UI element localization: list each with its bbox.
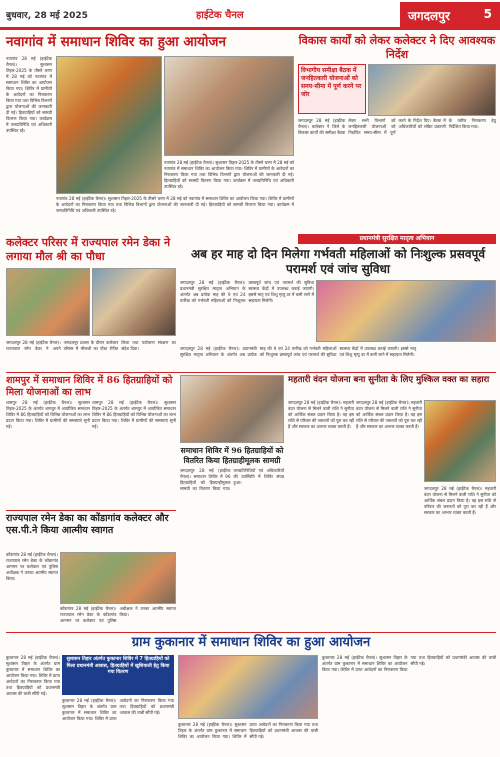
story8-headline: राज्यपाल रमेन डेका का कोंडागांव कलेक्टर और एस.पी.ने किया आत्मीय स्वागत	[6, 513, 169, 536]
story6-photo	[180, 375, 284, 443]
story3-body: जगदलपुर 28 मई (हाईटेक चैनल)। प्रधानमंत्री सुरक्षित मातृत्व अभियान के अंतर्गत अब प्रत्येक माह की 9 एवं 24 तारीख को गर्भवती महिलाओं को निःशुल्क प्रसवपूर्व जांच एवं परामर्श की सुविधा स्वास्थ्य केंद्रों में उपलब्ध कराई जाएगी। इससे मातृ एवं शिशु मृत्यु दर में कमी लाने में सहायता मिलेगी।	[180, 280, 314, 303]
story8-photo	[60, 552, 176, 604]
story2-photo	[368, 64, 496, 116]
section-divider-left	[6, 510, 176, 511]
story1-body: नवागांव 28 मई (हाईटेक चैनल)। सुशासन तिहार-2025 के तीसरे चरण में 28 मई को नवागांव में समाधान शिविर का आयोजन किया गया। शिविर में ग्रामीणों के आवेदनों का निराकरण किया गया तथा विभिन्न विभागों द्वारा योजनाओं की जानकारी दी गई। हितग्राहियों को सामग्री वितरण किया गया। कार्यक्रम में जनप्रतिनिधि एवं अधिकारी उपस्थित रहे।	[6, 56, 52, 133]
story2-highlight-box: विभागीय समीक्षा बैठक में जनहितकारी योजनाओं को समय-सीमा में पूर्ण करने पर जोर	[298, 64, 366, 114]
story4-photo-1	[6, 268, 90, 336]
section-divider	[6, 372, 496, 373]
header-page-number: 5	[483, 7, 492, 21]
story1-photo-side	[164, 56, 294, 156]
story7-body-cont: जगदलपुर 28 मई (हाईटेक चैनल)। महतारी वंदन योजना से मिलने वाली राशि ने सुनीता को आर्थिक संबल प्रदान किया है। वह इस राशि से परिवार की जरूरतों को पूरा कर रही हैं और सरकार का आभार व्यक्त करती हैं।	[356, 400, 422, 429]
story2-headline: विकास कार्यों को लेकर कलेक्टर ने दिए आवश्यक निर्देश	[298, 34, 496, 61]
story9-body-under: कुकानार 28 मई (हाईटेक चैनल)। सुशासन तिहार के अंतर्गत ग्राम कुकानार में समाधान शिविर का आयोजन किया गया। शिविर में प्राप्त आवेदनों का निराकरण किया गया तथा हितग्राहियों को प्रधानमंत्री आवास की चाबी सौंपी गई।	[178, 722, 318, 739]
story8-body: कोंडागांव 28 मई (हाईटेक चैनल)। राज्यपाल रमेन डेका के कोंडागांव आगमन पर कलेक्टर एवं पुलिस अधीक्षक ने उनका आत्मीय स्वागत किया।	[6, 552, 58, 581]
story6-body: जगदलपुर 28 मई (हाईटेक चैनल)। समाधान शिविर में 96 हितग्राहियों को हितग्राहीमूलक सामग्री का वितरण किया गया। जनप्रतिनिधियों एवं अधिकारियों की उपस्थिति में शिविर संपन्न हुआ।	[180, 468, 284, 491]
story5-headline: शामपुर में समाधान शिविर में 86 हितग्राहियों को मिला योजनाओं का लाभ	[6, 375, 173, 398]
header-city-box	[400, 2, 500, 28]
story2-body: जगदलपुर 28 मई (हाईटेक चैनल)। कलेक्टर ने जिले के विकास कार्यों की समीक्षा बैठक लेकर सभी विभागों को जनहितकारी योजनाओं को निर्धारित समय-सीमा में पूर्ण करने के निर्देश दिए। बैठक में अधिकारियों को लंबित प्रकरणों के त्वरित निराकरण हेतु निर्देशित किया गया।	[298, 118, 496, 135]
story7-photo	[424, 400, 496, 482]
header-city: जगदलपुर	[408, 9, 450, 23]
story9-body-right: कुकानार 28 मई (हाईटेक चैनल)। सुशासन तिहार के अंतर्गत ग्राम कुकानार में समाधान शिविर का आयोजन किया गया। शिविर में प्राप्त आवेदनों का निराकरण किया गया तथा हितग्राहियों को प्रधानमंत्री आवास की चाबी सौंपी गई।	[322, 655, 496, 672]
story9-headline: ग्राम कुकानार में समाधान शिविर का हुआ आयोजन	[131, 635, 371, 650]
story3-photo	[316, 280, 496, 342]
story5-body-cont: शामपुर 28 मई (हाईटेक चैनल)। सुशासन तिहार-2025 के अंतर्गत शामपुर में आयोजित समाधान शिविर में 86 हितग्राहियों को विभिन्न योजनाओं का लाभ प्रदान किया गया। शिविर में ग्रामीणों की समस्याएं सुनी गई।	[92, 400, 176, 429]
story1-body-cont: नवागांव 28 मई (हाईटेक चैनल)। सुशासन तिहार-2025 के तीसरे चरण में 28 मई को नवागांव में समाधान शिविर का आयोजन किया गया। शिविर में ग्रामीणों के आवेदनों का निराकरण किया गया तथा विभिन्न विभागों द्वारा योजनाओं की जानकारी दी गई। हितग्राहियों को सामग्री वितरण किया गया। कार्यक्रम में जनप्रतिनिधि एवं अधिकारी उपस्थित रहे।	[164, 160, 294, 189]
header-paper-name: हाईटेक चैनल	[196, 10, 244, 21]
story4-headline: कलेक्टर परिसर में राज्यपाल रमेन डेका ने लगाया मौल श्री का पौधा	[6, 236, 171, 263]
section-divider-bottom	[6, 632, 496, 633]
story9-photo	[178, 655, 318, 719]
story4-body: जगदलपुर 28 मई (हाईटेक चैनल)। राज्यपाल रमेन डेका ने अपने जगदलपुर प्रवास के दौरान कलेक्टर परिसर में मौलश्री का पौधा रोपित किया तथा पर्यावरण संरक्षण का संदेश दिया।	[6, 340, 176, 351]
story9-highlight-box: सुशासन तिहार अंतर्गत कुकानार शिविर में 7 हितग्राहियों को मिला प्रधानमंत्री आवास, हितग्राहियों में खुशियाली हेतु किया गया वितरण	[62, 655, 174, 695]
story8-body-cont: कोंडागांव 28 मई (हाईटेक चैनल)। राज्यपाल रमेन डेका के कोंडागांव आगमन पर कलेक्टर एवं पुलिस अधीक्षक ने उनका आत्मीय स्वागत किया।	[60, 606, 176, 623]
story7-headline: महतारी वंदन योजना बना सुनीता के लिए मुश्किल वक्त का सहारा	[288, 375, 490, 385]
header-date: बुधवार, 28 मई 2025	[6, 11, 88, 21]
story1-body-bottom: नवागांव 28 मई (हाईटेक चैनल)। सुशासन तिहार-2025 के तीसरे चरण में 28 मई को नवागांव में समाधान शिविर का आयोजन किया गया। शिविर में ग्रामीणों के आवेदनों का निराकरण किया गया तथा विभिन्न विभागों द्वारा योजनाओं की जानकारी दी गई। हितग्राहियों को सामग्री वितरण किया गया। कार्यक्रम में जनप्रतिनिधि एवं अधिकारी उपस्थित रहे।	[56, 196, 294, 213]
story3-headline: अब हर माह दो दिन मिलेगा गर्भवती महिलाओं को निःशुल्क प्रसवपूर्व परामर्श एवं जांच सुविधा	[190, 247, 486, 276]
story1-headline: नवागांव में समाधान शिविर का हुआ आयोजन	[6, 34, 227, 50]
story9-body-cont: कुकानार 28 मई (हाईटेक चैनल)। सुशासन तिहार के अंतर्गत ग्राम कुकानार में समाधान शिविर का आयोजन किया गया। शिविर में प्राप्त आवेदनों का निराकरण किया गया तथा हितग्राहियों को प्रधानमंत्री आवास की चाबी सौंपी गई।	[62, 698, 174, 721]
story6-headline: समाधान शिविर में 96 हितग्राहियों को वितरित किया हितग्राहीमूलक सामग्री	[180, 446, 284, 465]
story7-body-side: जगदलपुर 28 मई (हाईटेक चैनल)। महतारी वंदन योजना से मिलने वाली राशि ने सुनीता को आर्थिक संबल प्रदान किया है। वह इस राशि से परिवार की जरूरतों को पूरा कर रही हैं और सरकार का आभार व्यक्त करती हैं।	[424, 486, 496, 515]
story5-body: शामपुर 28 मई (हाईटेक चैनल)। सुशासन तिहार-2025 के अंतर्गत शामपुर में आयोजित समाधान शिविर में 86 हितग्राहियों को विभिन्न योजनाओं का लाभ प्रदान किया गया। शिविर में ग्रामीणों की समस्याएं सुनी गई।	[6, 400, 90, 429]
story1-photo-main	[56, 56, 162, 194]
story9-body: कुकानार 28 मई (हाईटेक चैनल)। सुशासन तिहार के अंतर्गत ग्राम कुकानार में समाधान शिविर का आयोजन किया गया। शिविर में प्राप्त आवेदनों का निराकरण किया गया तथा हितग्राहियों को प्रधानमंत्री आवास की चाबी सौंपी गई।	[6, 655, 60, 696]
prime-minister-banner: प्रधानमंत्री सुरक्षित मातृत्व अभियान	[298, 234, 496, 244]
story3-body-cont: जगदलपुर 28 मई (हाईटेक चैनल)। प्रधानमंत्री सुरक्षित मातृत्व अभियान के अंतर्गत अब प्रत्येक माह की 9 एवं 24 तारीख को गर्भवती महिलाओं को निःशुल्क प्रसवपूर्व जांच एवं परामर्श की सुविधा स्वास्थ्य केंद्रों में उपलब्ध कराई जाएगी। इससे मातृ एवं शिशु मृत्यु दर में कमी लाने में सहायता मिलेगी।	[180, 346, 417, 357]
story4-photo-2	[92, 268, 176, 336]
story7-body: जगदलपुर 28 मई (हाईटेक चैनल)। महतारी वंदन योजना से मिलने वाली राशि ने सुनीता को आर्थिक संबल प्रदान किया है। वह इस राशि से परिवार की जरूरतों को पूरा कर रही हैं और सरकार का आभार व्यक्त करती हैं।	[288, 400, 354, 429]
